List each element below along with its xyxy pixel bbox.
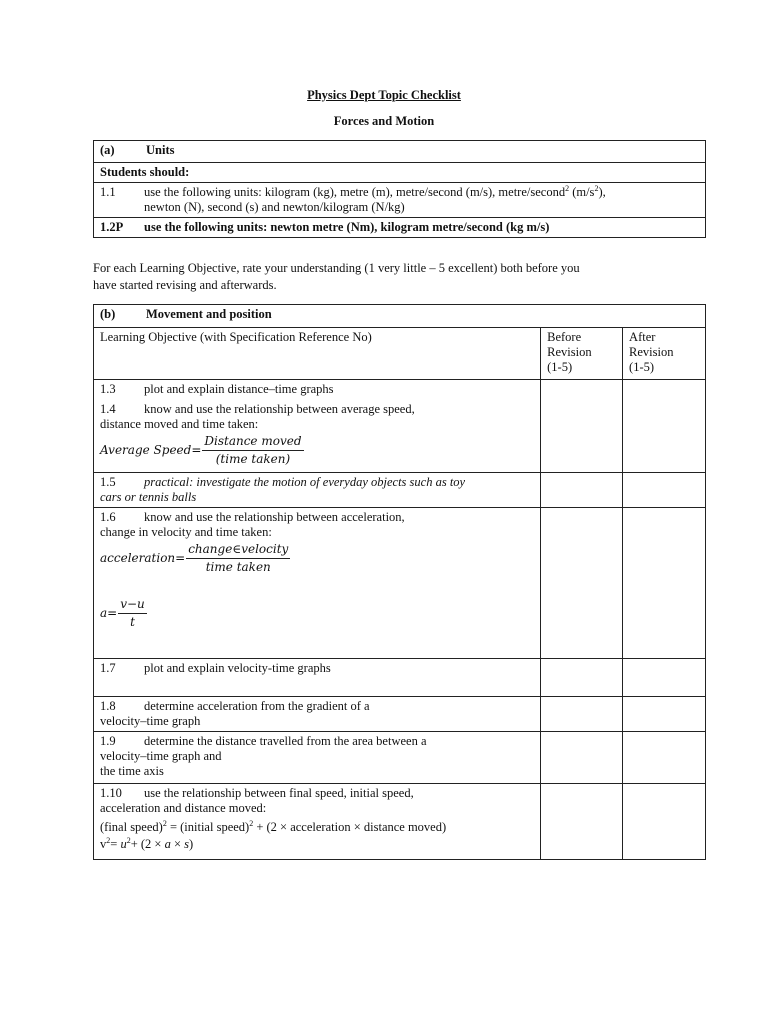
units-row-1-1: [94, 183, 706, 218]
speed-symbol-equation: $v^2= u^2+ (2 \times a \times s)$: [100, 835, 194, 851]
objective-1-5: 1.5 practical: investigate the motion of everyday objects such as toy cars or tennis balls: [94, 473, 541, 508]
objective-1-3: 1.3 plot and explain distance–time graphs: [100, 382, 334, 396]
before-rating-1-8[interactable]: [541, 697, 623, 732]
col-header-before: Before Revision (1-5): [541, 328, 623, 380]
units-header-cell: [94, 141, 706, 163]
after-rating-1-10[interactable]: [623, 784, 706, 860]
before-rating-1-5[interactable]: [541, 473, 623, 508]
objective-text: use the following units: kilogram (kg), metre (m), metre/second (m/s), metre/second$^2$ $(m/s^2)$,: [144, 183, 606, 199]
after-rating-1-8[interactable]: [623, 697, 706, 732]
objective-1-10: 1.10 use the relationship between final speed, initial speed, acceleration and distance moved: (final speed)$^2$ = (initial speed)$^2$ + (2 × acceleration × distance moved) $v^2= u^2+ (2 \times a \times s)$: [94, 784, 541, 860]
units-row-1-2p: [94, 218, 706, 238]
units-table: [93, 140, 706, 238]
objective-text-line2: newton (N), second (s) and newton/kilogram (N/kg): [144, 200, 405, 214]
after-rating-1-6[interactable]: [623, 508, 706, 659]
section-a-label: (a): [100, 143, 115, 157]
before-rating-1-4[interactable]: [541, 380, 623, 473]
after-rating-1-4[interactable]: [623, 380, 706, 473]
objective-1-3-and-1-4: [94, 380, 541, 473]
instructions-line-1: For each Learning Objective, rate your understanding (1 very little – 5 excellent) both before you: [93, 261, 580, 275]
objective-text: use the following units: newton metre (Nm), kilogram metre/second (kg m/s): [144, 220, 550, 234]
objective-1-8: 1.8 determine acceleration from the gradient of a velocity–time graph: [94, 697, 541, 732]
before-rating-1-10[interactable]: [541, 784, 623, 860]
acceleration-symbol-equation: a= $\frac{v-u}{t}$: [100, 597, 145, 629]
page-subtitle: Forces and Motion: [333, 114, 435, 128]
objective-1-7: 1.7 plot and explain velocity-time graphs: [94, 659, 541, 697]
average-speed-equation: Average Speed= $\frac{\text{Distance moved}}{\text{(time taken)}}$: [100, 434, 302, 466]
instructions-line-2: have started revising and afterwards.: [93, 278, 277, 292]
section-a-heading: Units: [146, 143, 175, 157]
col-header-after: After Revision (1-5): [623, 328, 706, 380]
section-b-heading: Movement and position: [146, 307, 272, 321]
before-rating-1-6[interactable]: [541, 508, 623, 659]
movement-header-cell: [94, 305, 706, 328]
section-b-label: (b): [100, 307, 116, 321]
acceleration-equation: acceleration= $\frac{\text{change∈velocity}}{\text{time taken}}$: [100, 542, 289, 574]
instructions: [93, 260, 673, 294]
col-header-objective: Learning Objective (with Specification Reference No): [94, 328, 541, 380]
movement-table: [93, 304, 706, 860]
before-rating-1-7[interactable]: [541, 659, 623, 697]
after-rating-1-9[interactable]: [623, 732, 706, 784]
objective-1-9: 1.9 determine the distance travelled from the area between a velocity–time graph and the time axis: [94, 732, 541, 784]
objective-1-4: 1.4 know and use the relationship between average speed, distance moved and time taken:: [100, 402, 415, 431]
after-rating-1-5[interactable]: [623, 473, 706, 508]
speed-word-equation: (final speed)$^2$ = (initial speed)$^2$ + (2 × acceleration × distance moved): [100, 818, 447, 834]
page-title: Physics Dept Topic Checklist: [307, 88, 461, 102]
after-rating-1-7[interactable]: [623, 659, 706, 697]
spec-number: 1.1: [100, 185, 116, 199]
students-should-cell: Students should:: [94, 163, 706, 183]
spec-number: 1.2P: [100, 220, 124, 234]
before-rating-1-9[interactable]: [541, 732, 623, 784]
objective-1-6: 1.6 know and use the relationship between acceleration, change in velocity and time taken: acceleration= $\frac{\text{change∈velocity}}{\text{time taken}}$ a= $\frac{v-u}{t}$: [94, 508, 541, 659]
